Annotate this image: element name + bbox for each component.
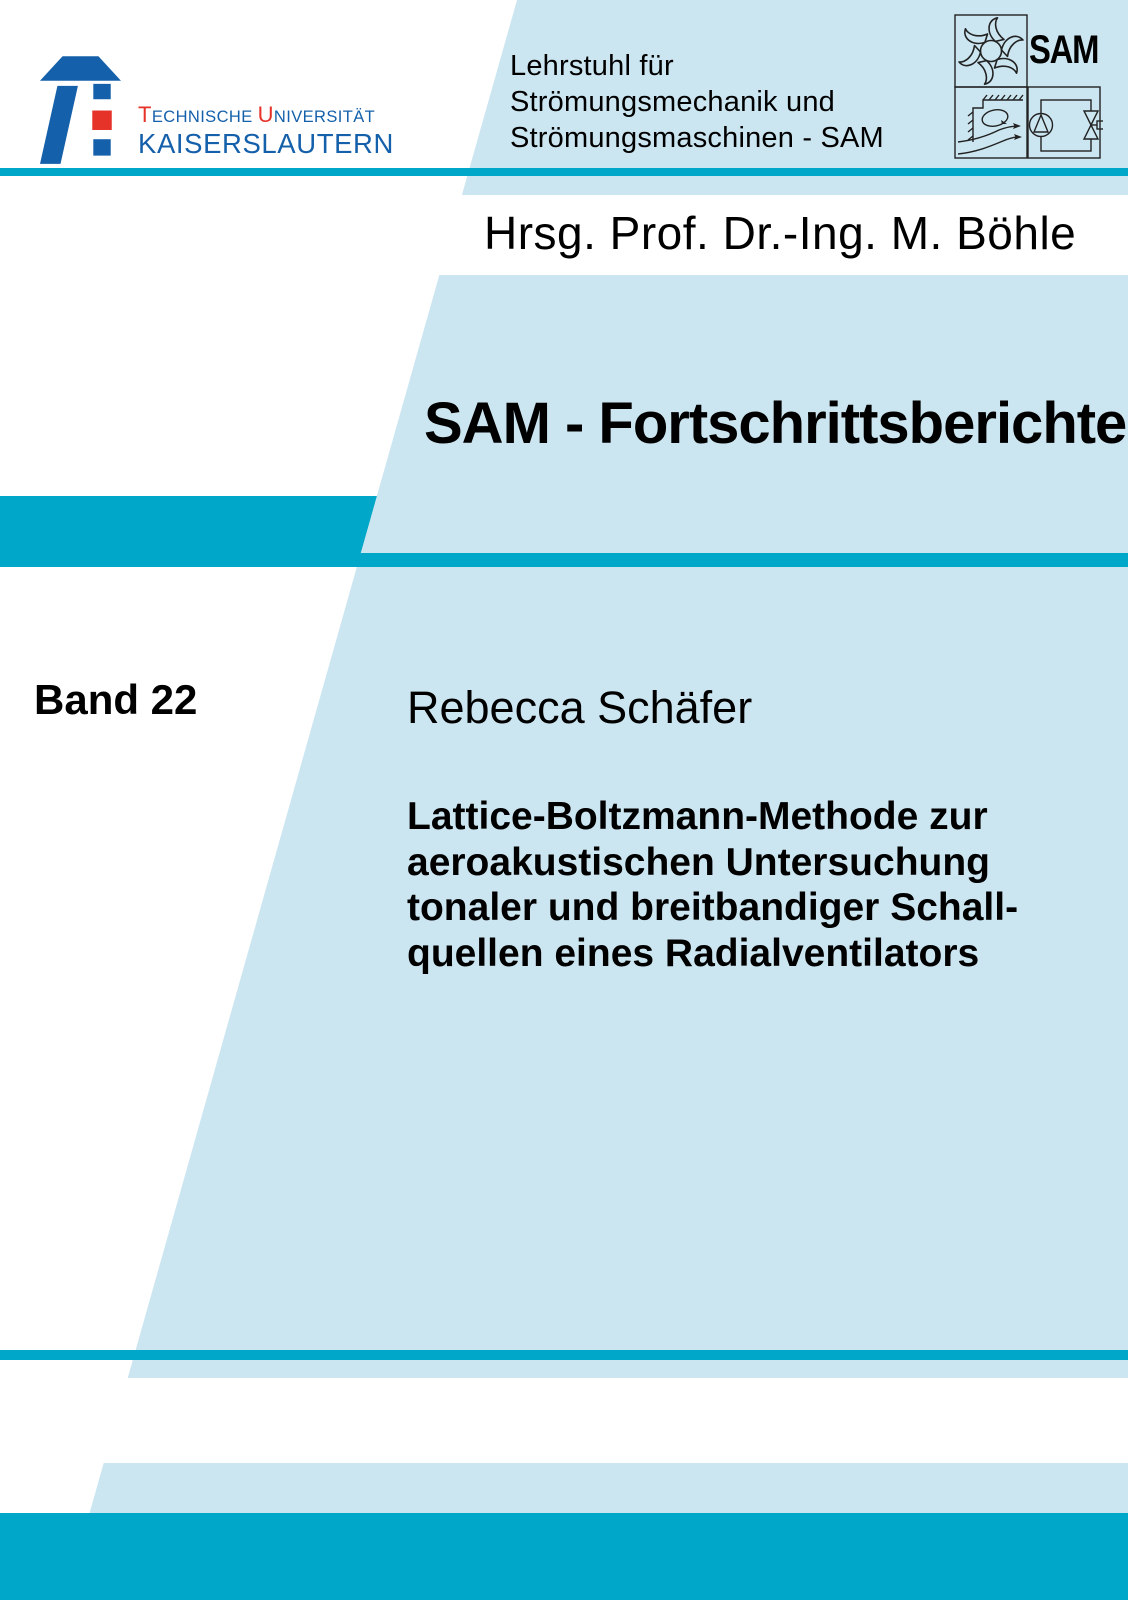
- tu-kaiserslautern-wordmark: [138, 103, 394, 159]
- tu-initial-t: T: [138, 102, 152, 127]
- series-title: SAM - Fortschrittsberichte: [424, 391, 1127, 456]
- thesis-title-line1: Lattice-Boltzmann-Methode zur: [407, 795, 988, 838]
- tu-rest-niversitaet: NIVERSITÄT: [273, 108, 376, 126]
- tu-kaiserslautern-mark-icon: [40, 56, 122, 164]
- chair-name-block: [510, 48, 884, 156]
- tu-initial-u: U: [257, 102, 274, 127]
- sam-logo-label: SAM: [1029, 28, 1099, 72]
- volume-label: Band 22: [34, 676, 198, 723]
- pump-valve-circuit-icon: [1030, 100, 1104, 151]
- editor-line: Hrsg. Prof. Dr.-Ing. M. Böhle: [484, 207, 1077, 259]
- tu-rest-echnische: ECHNISCHE: [151, 108, 258, 126]
- thesis-title: [407, 794, 1018, 976]
- chair-line2: Strömungsmechanik und: [510, 86, 835, 118]
- author-name: Rebecca Schäfer: [407, 682, 753, 733]
- sam-logo-box-top: [955, 15, 1027, 87]
- white-band-bottom: [0, 1378, 1128, 1463]
- chair-line3: Strömungsmaschinen - SAM: [510, 122, 884, 154]
- flow-streamlines-icon: [958, 95, 1023, 154]
- thesis-title-line3: tonaler und breitbandiger Schall-: [407, 886, 1019, 929]
- chair-line1: Lehrstuhl für: [510, 50, 674, 82]
- cyan-line-bottom: [0, 1350, 1128, 1360]
- tu-wordmark-line2: KAISERSLAUTERN: [138, 128, 394, 159]
- cyan-footer-band: [0, 1513, 1128, 1600]
- thesis-title-line4: quellen eines Radialventilators: [407, 931, 980, 975]
- cyan-stripe-middle: [0, 553, 1128, 567]
- fan-impeller-icon: [959, 16, 1023, 86]
- tu-wordmark-line1: [138, 103, 394, 129]
- cyan-line-top: [0, 168, 1128, 176]
- thesis-title-line2: aeroakustischen Untersuchung: [407, 840, 990, 884]
